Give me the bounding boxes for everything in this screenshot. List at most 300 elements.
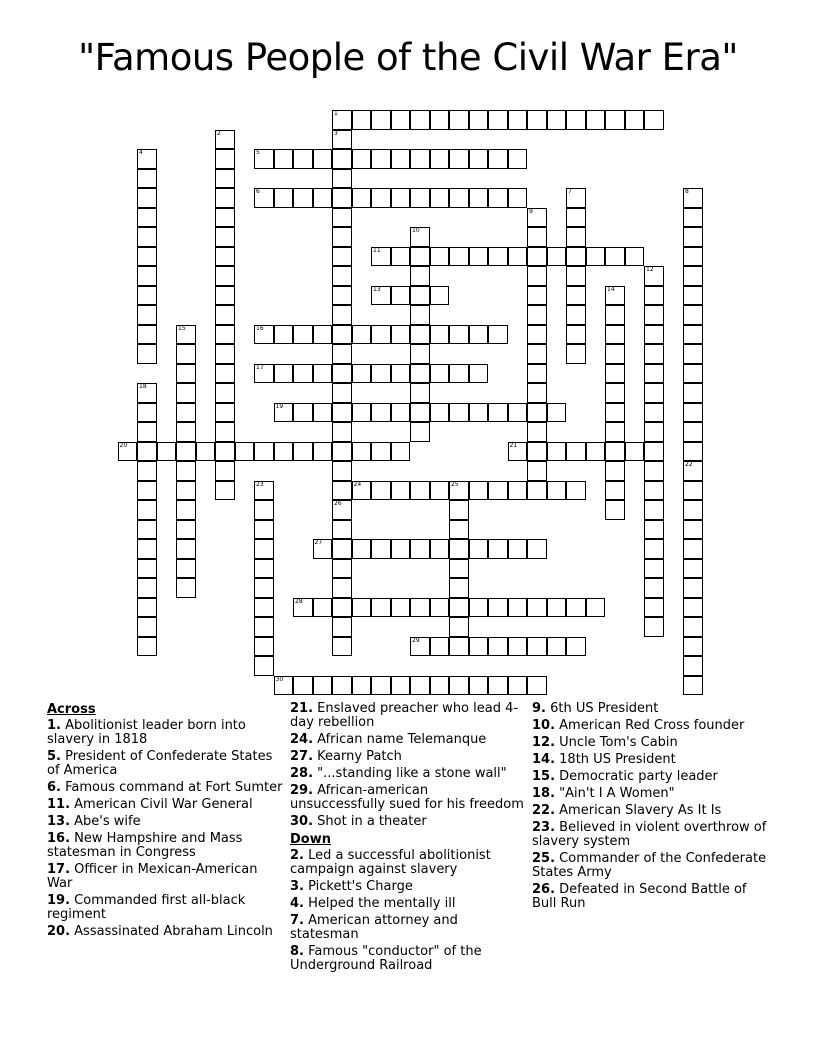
- grid-cell[interactable]: [449, 520, 469, 540]
- grid-cell[interactable]: [527, 286, 547, 306]
- grid-cell[interactable]: [683, 676, 703, 696]
- grid-cell[interactable]: [371, 325, 391, 345]
- grid-cell[interactable]: [391, 481, 411, 501]
- grid-cell[interactable]: [566, 227, 586, 247]
- grid-cell[interactable]: [527, 266, 547, 286]
- grid-cell[interactable]: [293, 676, 313, 696]
- grid-cell[interactable]: [215, 227, 235, 247]
- grid-cell[interactable]: [352, 481, 372, 501]
- grid-cell[interactable]: [683, 325, 703, 345]
- grid-cell[interactable]: [176, 461, 196, 481]
- grid-cell[interactable]: [332, 383, 352, 403]
- grid-cell[interactable]: [313, 149, 333, 169]
- grid-cell[interactable]: [137, 266, 157, 286]
- grid-cell[interactable]: [683, 383, 703, 403]
- grid-cell[interactable]: [391, 286, 411, 306]
- grid-cell[interactable]: [527, 637, 547, 657]
- grid-cell[interactable]: [605, 383, 625, 403]
- grid-cell[interactable]: [137, 520, 157, 540]
- grid-cell[interactable]: [137, 481, 157, 501]
- grid-cell[interactable]: [410, 266, 430, 286]
- grid-cell[interactable]: [410, 188, 430, 208]
- grid-cell[interactable]: [488, 325, 508, 345]
- grid-cell[interactable]: [137, 286, 157, 306]
- grid-cell[interactable]: [410, 247, 430, 267]
- grid-cell[interactable]: [683, 247, 703, 267]
- grid-cell[interactable]: [371, 247, 391, 267]
- grid-cell[interactable]: [176, 403, 196, 423]
- grid-cell[interactable]: [410, 539, 430, 559]
- grid-cell[interactable]: [527, 364, 547, 384]
- grid-cell[interactable]: [137, 578, 157, 598]
- grid-cell[interactable]: [527, 539, 547, 559]
- grid-cell[interactable]: [449, 188, 469, 208]
- grid-cell[interactable]: [566, 637, 586, 657]
- grid-cell[interactable]: [449, 110, 469, 130]
- grid-cell[interactable]: [293, 149, 313, 169]
- grid-cell[interactable]: [352, 598, 372, 618]
- grid-cell[interactable]: [391, 403, 411, 423]
- grid-cell[interactable]: [137, 188, 157, 208]
- grid-cell[interactable]: [137, 617, 157, 637]
- grid-cell[interactable]: [469, 325, 489, 345]
- grid-cell[interactable]: [449, 598, 469, 618]
- grid-cell[interactable]: [566, 247, 586, 267]
- grid-cell[interactable]: [332, 422, 352, 442]
- grid-cell[interactable]: [332, 676, 352, 696]
- grid-cell[interactable]: [332, 325, 352, 345]
- grid-cell[interactable]: [313, 442, 333, 462]
- grid-cell[interactable]: [391, 539, 411, 559]
- grid-cell[interactable]: [527, 208, 547, 228]
- grid-cell[interactable]: [254, 539, 274, 559]
- grid-cell[interactable]: [391, 676, 411, 696]
- grid-cell[interactable]: [410, 422, 430, 442]
- grid-cell[interactable]: [313, 188, 333, 208]
- grid-cell[interactable]: [371, 442, 391, 462]
- grid-cell[interactable]: [215, 149, 235, 169]
- grid-cell[interactable]: [644, 617, 664, 637]
- grid-cell[interactable]: [488, 247, 508, 267]
- grid-cell[interactable]: [410, 364, 430, 384]
- grid-cell[interactable]: [176, 442, 196, 462]
- grid-cell[interactable]: [332, 344, 352, 364]
- grid-cell[interactable]: [215, 344, 235, 364]
- grid-cell[interactable]: [215, 364, 235, 384]
- grid-cell[interactable]: [488, 676, 508, 696]
- grid-cell[interactable]: [566, 305, 586, 325]
- grid-cell[interactable]: [313, 598, 333, 618]
- grid-cell[interactable]: [332, 637, 352, 657]
- grid-cell[interactable]: [215, 422, 235, 442]
- grid-cell[interactable]: [508, 676, 528, 696]
- grid-cell[interactable]: [683, 559, 703, 579]
- grid-cell[interactable]: [352, 539, 372, 559]
- grid-cell[interactable]: [215, 286, 235, 306]
- grid-cell[interactable]: [644, 286, 664, 306]
- grid-cell[interactable]: [137, 637, 157, 657]
- grid-cell[interactable]: [137, 539, 157, 559]
- grid-cell[interactable]: [683, 578, 703, 598]
- grid-cell[interactable]: [605, 481, 625, 501]
- grid-cell[interactable]: [605, 110, 625, 130]
- grid-cell[interactable]: [644, 305, 664, 325]
- grid-cell[interactable]: [254, 364, 274, 384]
- grid-cell[interactable]: [254, 325, 274, 345]
- grid-cell[interactable]: [644, 403, 664, 423]
- grid-cell[interactable]: [547, 247, 567, 267]
- grid-cell[interactable]: [683, 208, 703, 228]
- grid-cell[interactable]: [371, 403, 391, 423]
- grid-cell[interactable]: [176, 383, 196, 403]
- grid-cell[interactable]: [391, 442, 411, 462]
- grid-cell[interactable]: [430, 481, 450, 501]
- grid-cell[interactable]: [332, 442, 352, 462]
- grid-cell[interactable]: [449, 578, 469, 598]
- grid-cell[interactable]: [391, 149, 411, 169]
- grid-cell[interactable]: [254, 188, 274, 208]
- grid-cell[interactable]: [605, 305, 625, 325]
- grid-cell[interactable]: [410, 637, 430, 657]
- grid-cell[interactable]: [410, 227, 430, 247]
- grid-cell[interactable]: [683, 364, 703, 384]
- grid-cell[interactable]: [469, 110, 489, 130]
- grid-cell[interactable]: [196, 442, 216, 462]
- grid-cell[interactable]: [410, 325, 430, 345]
- grid-cell[interactable]: [332, 208, 352, 228]
- grid-cell[interactable]: [274, 188, 294, 208]
- grid-cell[interactable]: [469, 676, 489, 696]
- grid-cell[interactable]: [488, 637, 508, 657]
- grid-cell[interactable]: [644, 266, 664, 286]
- grid-cell[interactable]: [527, 598, 547, 618]
- grid-cell[interactable]: [683, 422, 703, 442]
- grid-cell[interactable]: [508, 403, 528, 423]
- grid-cell[interactable]: [332, 617, 352, 637]
- grid-cell[interactable]: [644, 364, 664, 384]
- grid-cell[interactable]: [410, 403, 430, 423]
- grid-cell[interactable]: [683, 656, 703, 676]
- grid-cell[interactable]: [430, 598, 450, 618]
- grid-cell[interactable]: [332, 110, 352, 130]
- grid-cell[interactable]: [274, 325, 294, 345]
- grid-cell[interactable]: [137, 227, 157, 247]
- grid-cell[interactable]: [410, 286, 430, 306]
- grid-cell[interactable]: [391, 598, 411, 618]
- grid-cell[interactable]: [352, 110, 372, 130]
- grid-cell[interactable]: [410, 676, 430, 696]
- grid-cell[interactable]: [683, 227, 703, 247]
- grid-cell[interactable]: [488, 188, 508, 208]
- grid-cell[interactable]: [449, 539, 469, 559]
- grid-cell[interactable]: [410, 149, 430, 169]
- grid-cell[interactable]: [137, 500, 157, 520]
- grid-cell[interactable]: [371, 676, 391, 696]
- grid-cell[interactable]: [508, 539, 528, 559]
- grid-cell[interactable]: [644, 578, 664, 598]
- grid-cell[interactable]: [566, 266, 586, 286]
- grid-cell[interactable]: [215, 188, 235, 208]
- grid-cell[interactable]: [410, 383, 430, 403]
- grid-cell[interactable]: [469, 637, 489, 657]
- grid-cell[interactable]: [449, 247, 469, 267]
- grid-cell[interactable]: [508, 110, 528, 130]
- grid-cell[interactable]: [391, 325, 411, 345]
- grid-cell[interactable]: [332, 266, 352, 286]
- grid-cell[interactable]: [293, 188, 313, 208]
- grid-cell[interactable]: [469, 598, 489, 618]
- grid-cell[interactable]: [547, 598, 567, 618]
- grid-cell[interactable]: [332, 227, 352, 247]
- grid-cell[interactable]: [137, 442, 157, 462]
- grid-cell[interactable]: [313, 676, 333, 696]
- grid-cell[interactable]: [566, 286, 586, 306]
- grid-cell[interactable]: [547, 637, 567, 657]
- grid-cell[interactable]: [508, 247, 528, 267]
- grid-cell[interactable]: [488, 598, 508, 618]
- grid-cell[interactable]: [644, 539, 664, 559]
- grid-cell[interactable]: [332, 559, 352, 579]
- grid-cell[interactable]: [605, 286, 625, 306]
- grid-cell[interactable]: [137, 344, 157, 364]
- grid-cell[interactable]: [332, 149, 352, 169]
- grid-cell[interactable]: [527, 676, 547, 696]
- grid-cell[interactable]: [274, 149, 294, 169]
- grid-cell[interactable]: [566, 442, 586, 462]
- grid-cell[interactable]: [683, 617, 703, 637]
- grid-cell[interactable]: [527, 383, 547, 403]
- grid-cell[interactable]: [332, 188, 352, 208]
- grid-cell[interactable]: [605, 442, 625, 462]
- grid-cell[interactable]: [176, 325, 196, 345]
- grid-cell[interactable]: [352, 364, 372, 384]
- grid-cell[interactable]: [430, 149, 450, 169]
- grid-cell[interactable]: [215, 403, 235, 423]
- grid-cell[interactable]: [683, 188, 703, 208]
- grid-cell[interactable]: [215, 266, 235, 286]
- grid-cell[interactable]: [430, 247, 450, 267]
- grid-cell[interactable]: [137, 208, 157, 228]
- grid-cell[interactable]: [644, 520, 664, 540]
- grid-cell[interactable]: [254, 578, 274, 598]
- grid-cell[interactable]: [371, 286, 391, 306]
- grid-cell[interactable]: [332, 481, 352, 501]
- grid-cell[interactable]: [508, 481, 528, 501]
- grid-cell[interactable]: [332, 169, 352, 189]
- grid-cell[interactable]: [605, 461, 625, 481]
- grid-cell[interactable]: [215, 247, 235, 267]
- grid-cell[interactable]: [371, 481, 391, 501]
- grid-cell[interactable]: [547, 403, 567, 423]
- grid-cell[interactable]: [644, 344, 664, 364]
- grid-cell[interactable]: [215, 305, 235, 325]
- grid-cell[interactable]: [430, 637, 450, 657]
- grid-cell[interactable]: [527, 247, 547, 267]
- grid-cell[interactable]: [254, 481, 274, 501]
- grid-cell[interactable]: [644, 500, 664, 520]
- grid-cell[interactable]: [176, 520, 196, 540]
- grid-cell[interactable]: [508, 442, 528, 462]
- grid-cell[interactable]: [566, 188, 586, 208]
- grid-cell[interactable]: [118, 442, 138, 462]
- grid-cell[interactable]: [137, 403, 157, 423]
- grid-cell[interactable]: [215, 130, 235, 150]
- grid-cell[interactable]: [683, 286, 703, 306]
- grid-cell[interactable]: [410, 110, 430, 130]
- grid-cell[interactable]: [605, 500, 625, 520]
- grid-cell[interactable]: [625, 110, 645, 130]
- grid-cell[interactable]: [410, 305, 430, 325]
- grid-cell[interactable]: [410, 481, 430, 501]
- grid-cell[interactable]: [566, 208, 586, 228]
- grid-cell[interactable]: [332, 364, 352, 384]
- grid-cell[interactable]: [527, 461, 547, 481]
- grid-cell[interactable]: [137, 305, 157, 325]
- grid-cell[interactable]: [469, 403, 489, 423]
- grid-cell[interactable]: [430, 325, 450, 345]
- grid-cell[interactable]: [254, 656, 274, 676]
- grid-cell[interactable]: [254, 598, 274, 618]
- grid-cell[interactable]: [527, 481, 547, 501]
- grid-cell[interactable]: [352, 149, 372, 169]
- grid-cell[interactable]: [410, 344, 430, 364]
- grid-cell[interactable]: [254, 520, 274, 540]
- grid-cell[interactable]: [137, 149, 157, 169]
- grid-cell[interactable]: [430, 286, 450, 306]
- grid-cell[interactable]: [527, 110, 547, 130]
- grid-cell[interactable]: [313, 403, 333, 423]
- grid-cell[interactable]: [586, 110, 606, 130]
- grid-cell[interactable]: [683, 442, 703, 462]
- grid-cell[interactable]: [332, 130, 352, 150]
- grid-cell[interactable]: [683, 637, 703, 657]
- grid-cell[interactable]: [469, 247, 489, 267]
- grid-cell[interactable]: [293, 403, 313, 423]
- grid-cell[interactable]: [137, 422, 157, 442]
- grid-cell[interactable]: [293, 598, 313, 618]
- grid-cell[interactable]: [488, 403, 508, 423]
- grid-cell[interactable]: [332, 461, 352, 481]
- grid-cell[interactable]: [644, 383, 664, 403]
- grid-cell[interactable]: [508, 598, 528, 618]
- grid-cell[interactable]: [508, 149, 528, 169]
- grid-cell[interactable]: [430, 110, 450, 130]
- grid-cell[interactable]: [391, 188, 411, 208]
- grid-cell[interactable]: [644, 461, 664, 481]
- grid-cell[interactable]: [625, 247, 645, 267]
- grid-cell[interactable]: [527, 403, 547, 423]
- grid-cell[interactable]: [449, 149, 469, 169]
- grid-cell[interactable]: [566, 481, 586, 501]
- grid-cell[interactable]: [644, 325, 664, 345]
- grid-cell[interactable]: [469, 188, 489, 208]
- grid-cell[interactable]: [683, 598, 703, 618]
- grid-cell[interactable]: [352, 325, 372, 345]
- grid-cell[interactable]: [137, 461, 157, 481]
- grid-cell[interactable]: [371, 188, 391, 208]
- grid-cell[interactable]: [215, 208, 235, 228]
- grid-cell[interactable]: [313, 539, 333, 559]
- grid-cell[interactable]: [605, 364, 625, 384]
- grid-cell[interactable]: [371, 598, 391, 618]
- grid-cell[interactable]: [566, 325, 586, 345]
- grid-cell[interactable]: [644, 598, 664, 618]
- grid-cell[interactable]: [391, 110, 411, 130]
- grid-cell[interactable]: [625, 442, 645, 462]
- grid-cell[interactable]: [644, 422, 664, 442]
- grid-cell[interactable]: [137, 169, 157, 189]
- grid-cell[interactable]: [605, 344, 625, 364]
- grid-cell[interactable]: [176, 481, 196, 501]
- grid-cell[interactable]: [137, 247, 157, 267]
- grid-cell[interactable]: [586, 598, 606, 618]
- grid-cell[interactable]: [449, 500, 469, 520]
- grid-cell[interactable]: [215, 325, 235, 345]
- grid-cell[interactable]: [449, 617, 469, 637]
- grid-cell[interactable]: [527, 227, 547, 247]
- grid-cell[interactable]: [566, 110, 586, 130]
- grid-cell[interactable]: [605, 325, 625, 345]
- grid-cell[interactable]: [332, 520, 352, 540]
- grid-cell[interactable]: [352, 188, 372, 208]
- grid-cell[interactable]: [449, 403, 469, 423]
- grid-cell[interactable]: [254, 500, 274, 520]
- grid-cell[interactable]: [332, 247, 352, 267]
- grid-cell[interactable]: [566, 344, 586, 364]
- grid-cell[interactable]: [488, 110, 508, 130]
- grid-cell[interactable]: [488, 481, 508, 501]
- grid-cell[interactable]: [332, 286, 352, 306]
- grid-cell[interactable]: [254, 637, 274, 657]
- grid-cell[interactable]: [176, 344, 196, 364]
- grid-cell[interactable]: [683, 266, 703, 286]
- grid-cell[interactable]: [410, 598, 430, 618]
- grid-cell[interactable]: [566, 598, 586, 618]
- grid-cell[interactable]: [547, 442, 567, 462]
- grid-cell[interactable]: [644, 559, 664, 579]
- grid-cell[interactable]: [157, 442, 177, 462]
- grid-cell[interactable]: [430, 188, 450, 208]
- grid-cell[interactable]: [527, 344, 547, 364]
- grid-cell[interactable]: [605, 422, 625, 442]
- grid-cell[interactable]: [176, 364, 196, 384]
- grid-cell[interactable]: [352, 442, 372, 462]
- grid-cell[interactable]: [527, 325, 547, 345]
- grid-cell[interactable]: [371, 149, 391, 169]
- grid-cell[interactable]: [449, 364, 469, 384]
- grid-cell[interactable]: [371, 539, 391, 559]
- grid-cell[interactable]: [469, 364, 489, 384]
- grid-cell[interactable]: [254, 442, 274, 462]
- grid-cell[interactable]: [274, 403, 294, 423]
- grid-cell[interactable]: [508, 637, 528, 657]
- grid-cell[interactable]: [449, 559, 469, 579]
- grid-cell[interactable]: [313, 325, 333, 345]
- grid-cell[interactable]: [352, 403, 372, 423]
- grid-cell[interactable]: [332, 598, 352, 618]
- grid-cell[interactable]: [430, 539, 450, 559]
- grid-cell[interactable]: [274, 364, 294, 384]
- grid-cell[interactable]: [469, 149, 489, 169]
- grid-cell[interactable]: [332, 403, 352, 423]
- grid-cell[interactable]: [332, 578, 352, 598]
- grid-cell[interactable]: [254, 559, 274, 579]
- grid-cell[interactable]: [683, 305, 703, 325]
- grid-cell[interactable]: [683, 344, 703, 364]
- grid-cell[interactable]: [644, 442, 664, 462]
- grid-cell[interactable]: [293, 325, 313, 345]
- grid-cell[interactable]: [313, 364, 333, 384]
